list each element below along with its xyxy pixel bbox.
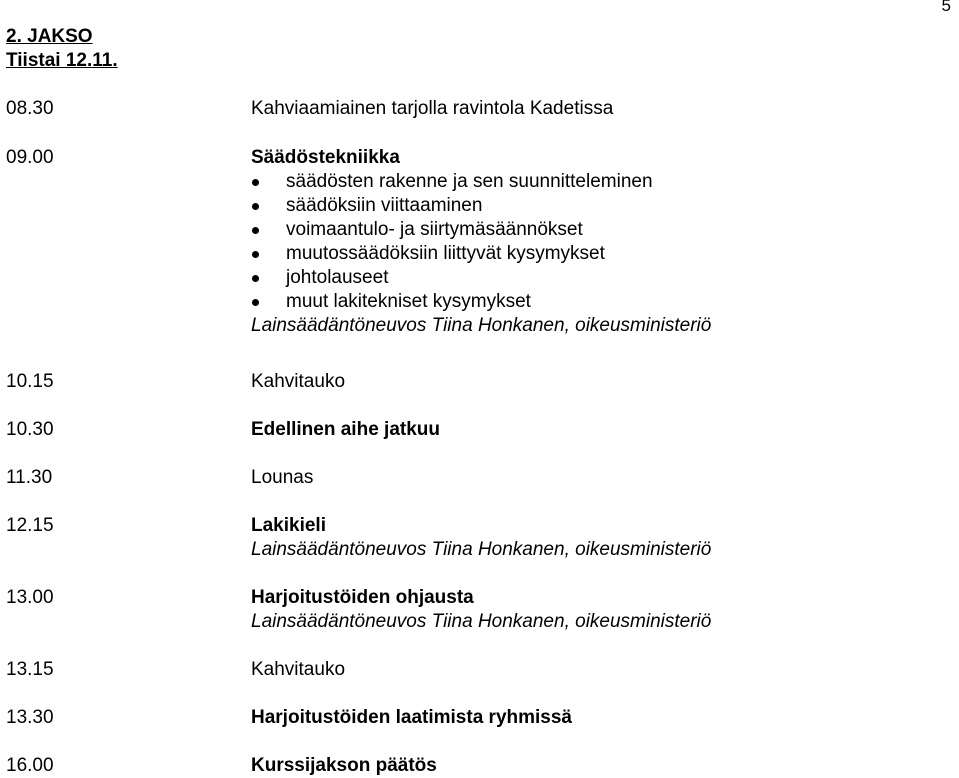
list-item (251, 266, 959, 290)
bullet-icon (252, 251, 259, 258)
schedule-time: 16.00 (6, 755, 54, 776)
list-item-text: muut lakitekniset kysymykset (286, 291, 531, 312)
section-date: Tiistai 12.11. (6, 50, 118, 71)
schedule-content (251, 146, 959, 338)
schedule-content (251, 514, 959, 562)
schedule-title: Edellinen aihe jatkuu (251, 419, 440, 440)
schedule-title: Kahvitauko (251, 371, 346, 392)
schedule-time: 12.15 (6, 515, 54, 536)
schedule-time: 08.30 (6, 98, 54, 119)
section-heading (6, 25, 118, 73)
page-number: 5 (941, 0, 951, 15)
schedule-time: 09.00 (6, 147, 54, 168)
schedule-title: Säädöstekniikka (251, 147, 400, 168)
list-item (251, 290, 959, 314)
list-item (251, 194, 959, 218)
schedule-time: 10.30 (6, 419, 54, 440)
schedule-time: 13.30 (6, 707, 54, 728)
bullet-icon (252, 179, 259, 186)
schedule-title: Kahvitauko (251, 659, 346, 680)
bullet-icon (252, 275, 259, 282)
schedule-time: 11.30 (6, 467, 53, 488)
schedule-content (251, 586, 959, 634)
schedule-title: Kahviaamiainen tarjolla ravintola Kadetissa (251, 98, 614, 119)
list-item (251, 218, 959, 242)
list-item-text: säädösten rakenne ja sen suunnitteleminen (286, 171, 653, 192)
schedule-title: Lakikieli (251, 515, 326, 536)
list-item-text: muutossäädöksiin liittyvät kysymykset (286, 243, 605, 264)
list-item-text: voimaantulo- ja siirtymäsäännökset (286, 219, 583, 240)
bullet-icon (252, 227, 259, 234)
list-item-text: säädöksiin viittaaminen (286, 195, 483, 216)
schedule-time: 10.15 (6, 371, 54, 392)
list-item-text: johtolauseet (286, 267, 389, 288)
list-item (251, 242, 959, 266)
bullet-icon (252, 203, 259, 210)
schedule-speaker: Lainsäädäntöneuvos Tiina Honkanen, oikeusministeriö (251, 611, 712, 632)
schedule-time: 13.00 (6, 587, 54, 608)
section-title: 2. JAKSO (6, 26, 93, 47)
list-item (251, 170, 959, 194)
bullet-icon (252, 299, 259, 306)
topic-list (251, 170, 959, 314)
schedule-time: 13.15 (6, 659, 54, 680)
schedule-speaker: Lainsäädäntöneuvos Tiina Honkanen, oikeusministeriö (251, 539, 712, 560)
schedule-title: Harjoitustöiden laatimista ryhmissä (251, 707, 572, 728)
schedule-speaker: Lainsäädäntöneuvos Tiina Honkanen, oikeusministeriö (251, 315, 712, 336)
schedule-title: Kurssijakson päätös (251, 755, 437, 776)
schedule-title: Lounas (251, 467, 314, 488)
schedule-title: Harjoitustöiden ohjausta (251, 587, 474, 608)
